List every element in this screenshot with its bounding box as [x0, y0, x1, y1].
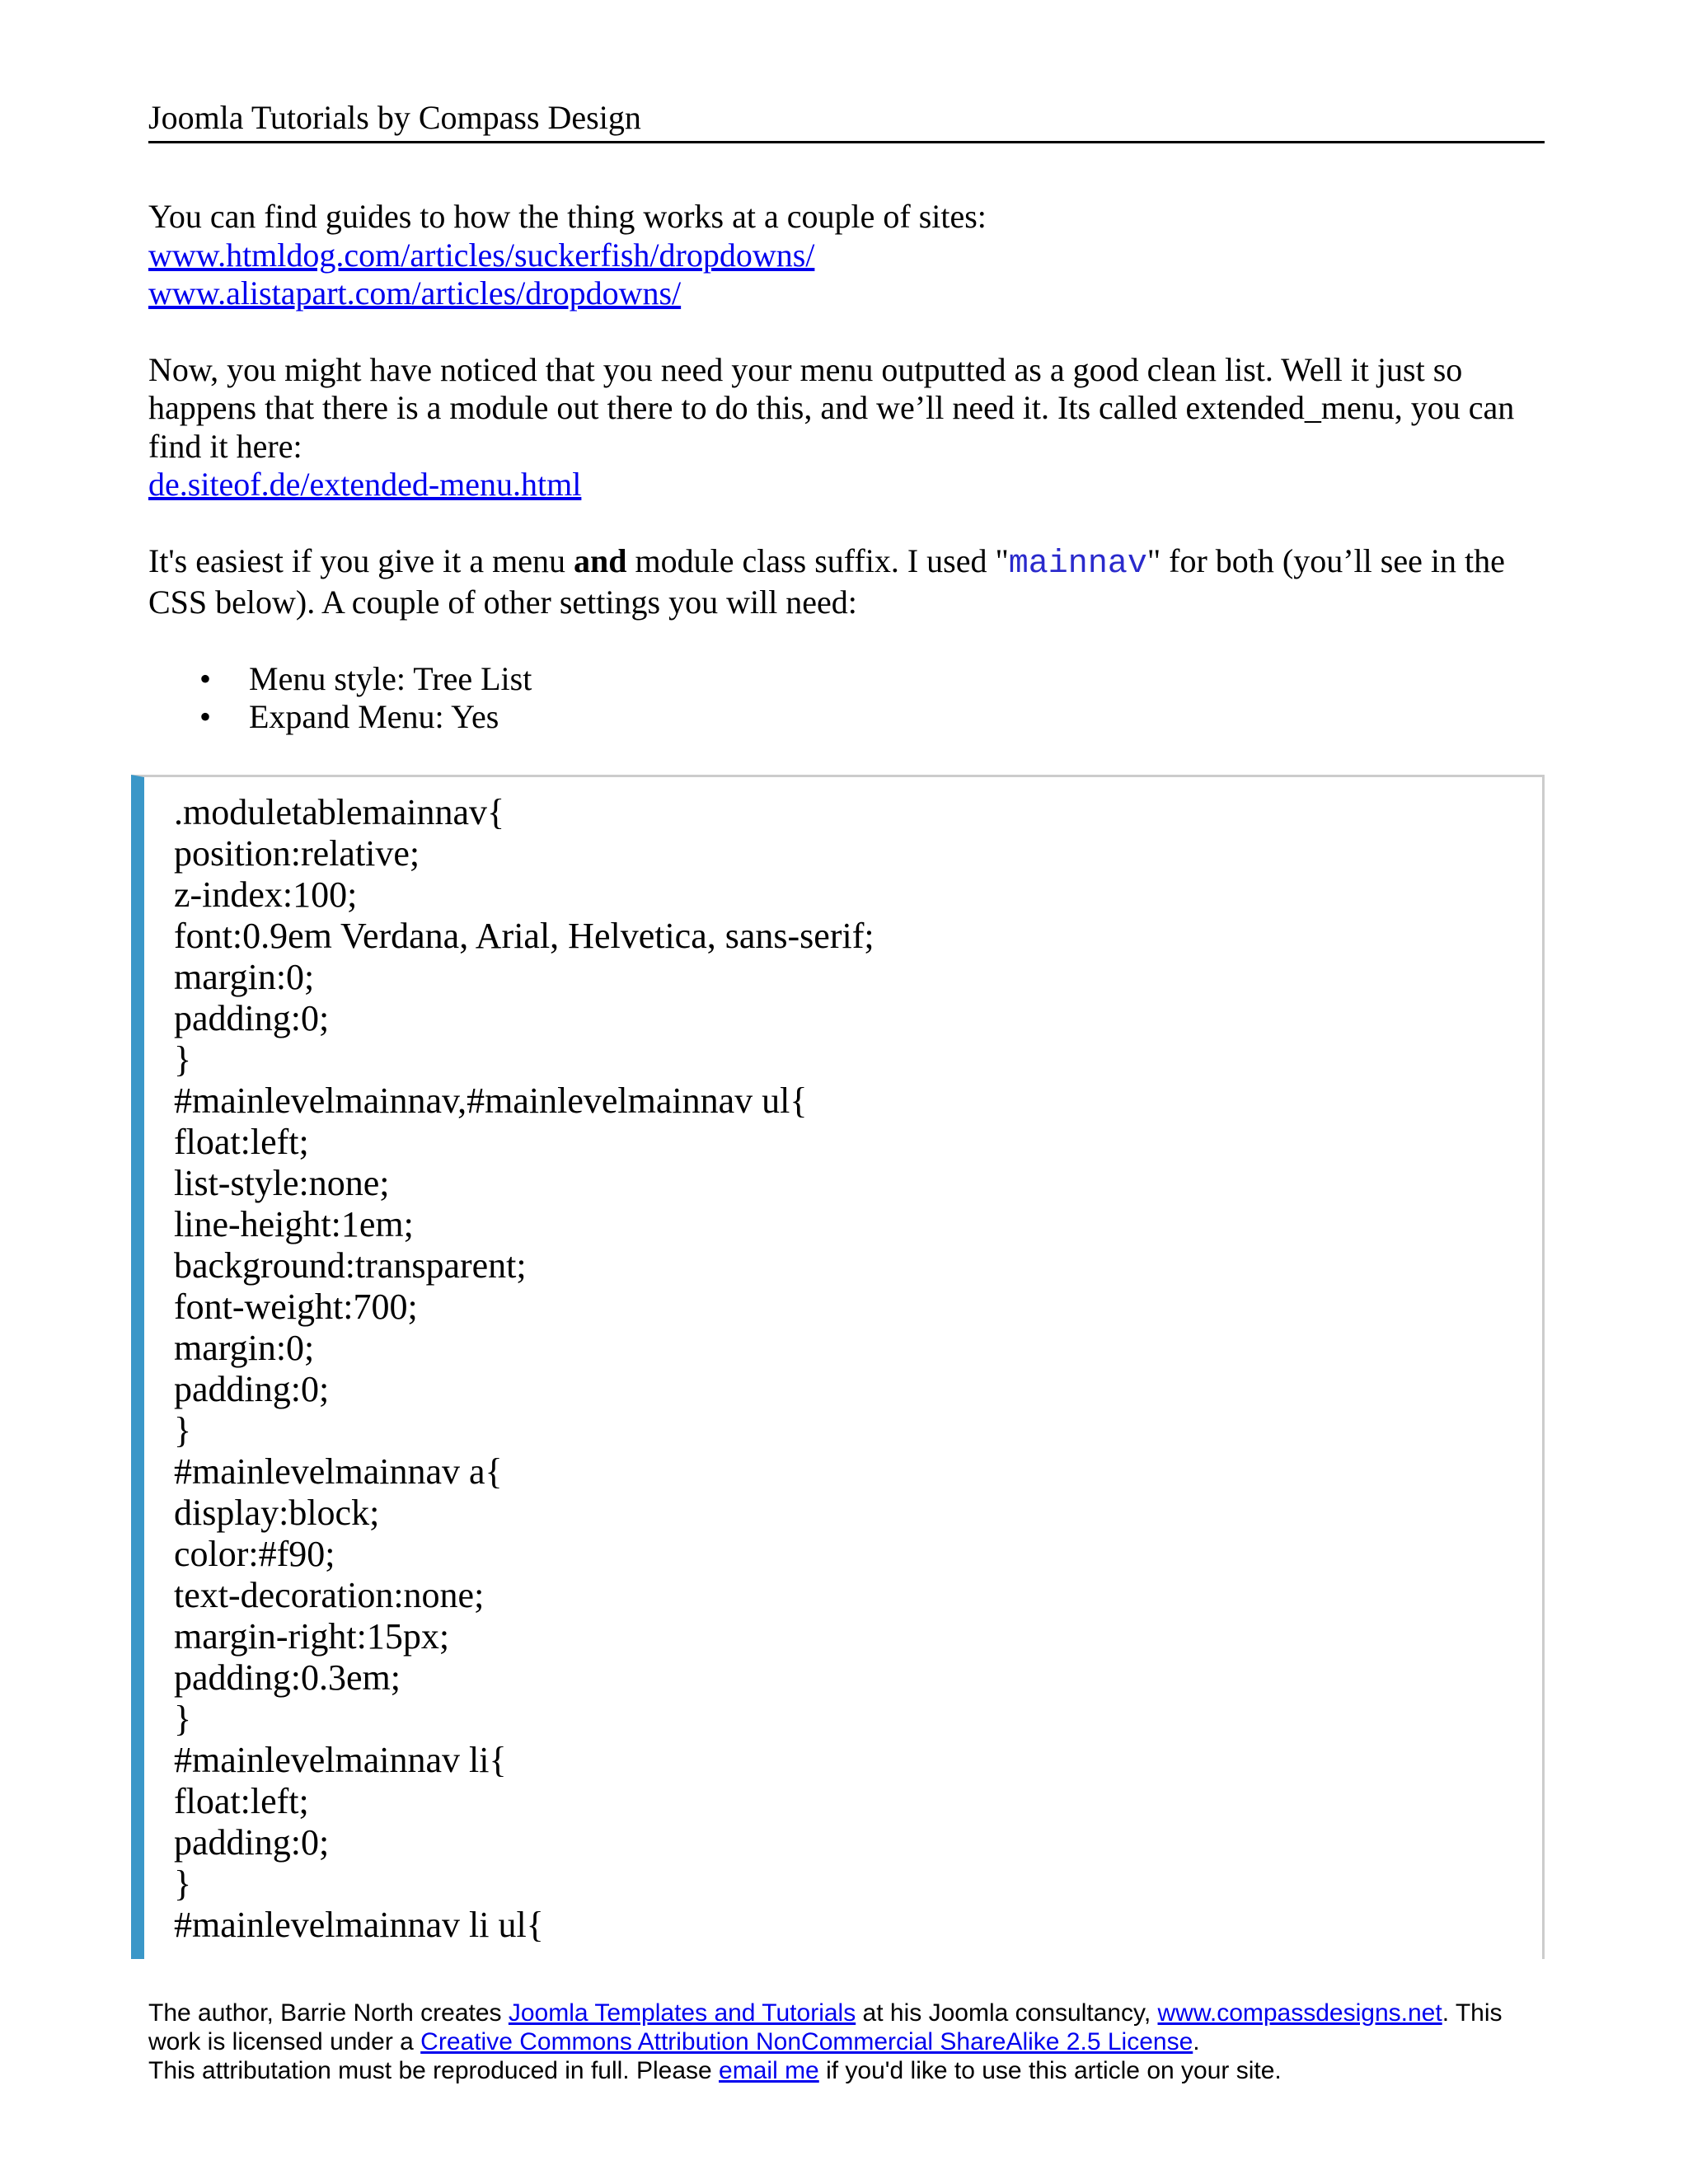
footer-text: The author, Barrie North creates [148, 1999, 509, 2027]
article-body [148, 198, 1550, 737]
list-item [148, 698, 1550, 737]
joomla-templates-link[interactable]: Joomla Templates and Tutorials [508, 1999, 856, 2027]
code-line: #mainlevelmainnav li ul{ [174, 1905, 544, 1945]
extended-menu-link[interactable]: de.siteof.de/extended-menu.html [148, 466, 582, 503]
code-line: font:0.9em Verdana, Arial, Helvetica, sans-serif; [174, 916, 874, 956]
settings-bold: and [573, 541, 627, 579]
code-line: #mainlevelmainnav li{ [174, 1740, 507, 1780]
code-line: margin-right:15px; [174, 1616, 450, 1657]
footer-text: . This work is licensed under a [148, 1999, 1503, 2055]
code-line: #mainlevelmainnav,#mainlevelmainnav ul{ [174, 1080, 808, 1121]
list-item-text: Expand Menu: Yes [249, 698, 499, 735]
code-line: z-index:100; [174, 874, 358, 915]
htmldog-link[interactable]: www.htmldog.com/articles/suckerfish/dropdowns/ [148, 236, 815, 274]
code-line: background:transparent; [174, 1245, 527, 1286]
code-line: display:block; [174, 1493, 380, 1533]
list-item-text: Menu style: Tree List [249, 659, 532, 697]
alistapart-link[interactable]: www.alistapart.com/articles/dropdowns/ [148, 274, 682, 312]
code-line: list-style:none; [174, 1163, 390, 1203]
email-me-link[interactable]: email me [719, 2057, 819, 2084]
footer-text: if you'd like to use this article on your site. [818, 2057, 1282, 2084]
bullet-icon: • [199, 659, 212, 697]
code-line: padding:0; [174, 1822, 330, 1863]
extended-menu-paragraph [148, 351, 1550, 504]
inline-code-mainnav: mainnav [1008, 545, 1147, 583]
code-line: padding:0.3em; [174, 1657, 401, 1698]
intro-text: You can find guides to how the thing works at a couple of sites: [148, 198, 987, 235]
code-line: padding:0; [174, 998, 330, 1038]
code-line: margin:0; [174, 957, 315, 997]
intro-paragraph [148, 198, 1550, 313]
settings-paragraph [148, 542, 1550, 622]
code-line: } [174, 1039, 192, 1080]
code-line: } [174, 1863, 192, 1904]
code-listing [144, 777, 1542, 1946]
code-line: font-weight:700; [174, 1286, 418, 1327]
settings-list [148, 660, 1550, 737]
page-footer [148, 1999, 1550, 2085]
code-line: .moduletablemainnav{ [174, 792, 505, 832]
code-line: } [174, 1410, 192, 1451]
creative-commons-link[interactable]: Creative Commons Attribution NonCommercial ShareAlike 2.5 License [420, 2028, 1193, 2055]
settings-text-2: module class suffix. I used " [626, 541, 1009, 579]
code-line: float:left; [174, 1122, 309, 1162]
footer-text: This attributation must be reproduced in full. Please [148, 2057, 720, 2084]
code-line: padding:0; [174, 1369, 330, 1409]
settings-text-1: It's easiest if you give it a menu [148, 541, 574, 579]
settings-text-3: " for both (you’ll see in the CSS below). A couple of other settings you will need: [148, 541, 1505, 621]
code-line: } [174, 1699, 192, 1739]
footer-text: . [1193, 2028, 1200, 2055]
code-line: text-decoration:none; [174, 1575, 485, 1615]
code-line: #mainlevelmainnav a{ [174, 1451, 503, 1492]
extended-menu-text: Now, you might have noticed that you need your menu outputted as a good clean list. Well it just so happens that there is a module out there to do this, and we’ll need it. Its called extended_menu, you can find it here: [148, 350, 1515, 465]
code-line: color:#f90; [174, 1534, 335, 1574]
code-line: position:relative; [174, 833, 420, 874]
footer-text: at his Joomla consultancy, [856, 1999, 1158, 2027]
list-item [148, 660, 1550, 699]
code-line: line-height:1em; [174, 1204, 414, 1244]
code-line: margin:0; [174, 1328, 315, 1368]
compassdesigns-link[interactable]: www.compassdesigns.net [1157, 1999, 1442, 2027]
header-title: Joomla Tutorials by Compass Design [148, 99, 641, 136]
bullet-icon: • [199, 698, 212, 735]
code-block [131, 775, 1545, 1959]
page-header [148, 97, 1545, 143]
code-line: float:left; [174, 1781, 309, 1821]
